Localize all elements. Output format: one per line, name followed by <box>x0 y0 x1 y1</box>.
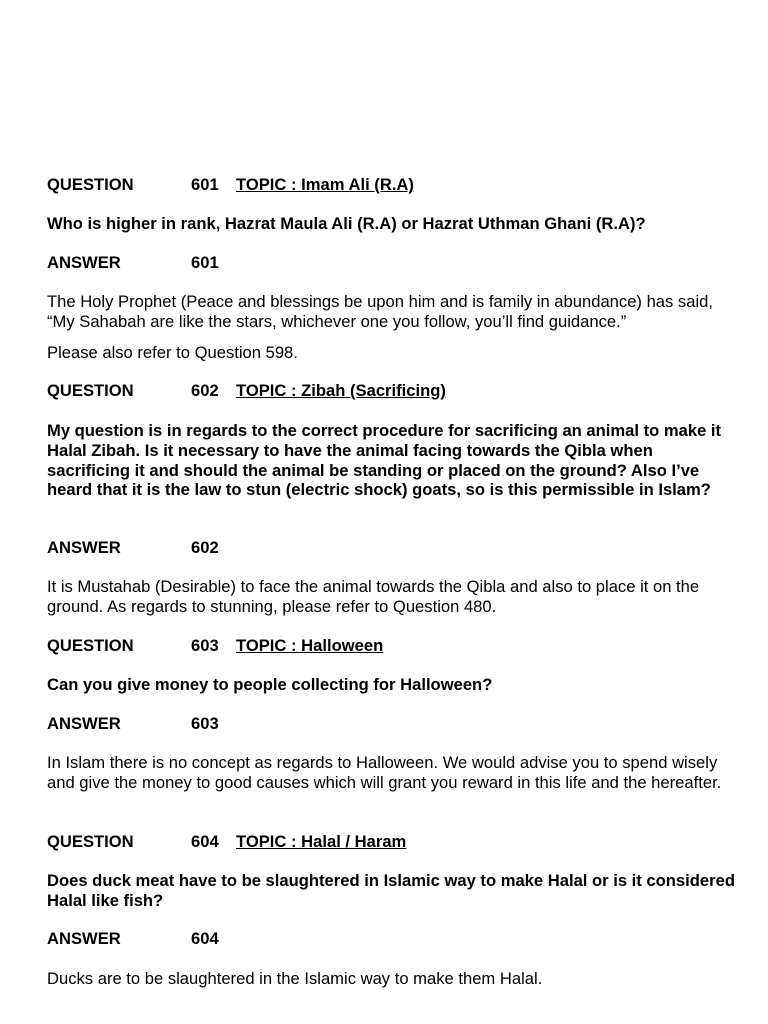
question-text: Does duck meat have to be slaughtered in Islamic way to make Halal or is it considered Halal like fish? <box>47 871 735 910</box>
question-label: QUESTION <box>47 175 134 194</box>
answer-number: 603 <box>191 714 219 733</box>
answer-label: ANSWER <box>47 253 121 272</box>
topic-title: TOPIC : Imam Ali (R.A) <box>236 175 414 194</box>
topic-title: TOPIC : Zibah (Sacrificing) <box>236 381 446 400</box>
question-text: Can you give money to people collecting for Halloween? <box>47 675 493 694</box>
answer-number: 604 <box>191 929 219 948</box>
question-label: QUESTION <box>47 832 134 851</box>
answer-heading <box>47 538 236 558</box>
answer-heading <box>47 929 236 949</box>
question-number: 603 <box>191 636 219 655</box>
question-text: Who is higher in rank, Hazrat Maula Ali (R.A) or Hazrat Uthman Ghani (R.A)? <box>47 214 646 233</box>
question-text: My question is in regards to the correct procedure for sacrificing an animal to make it Halal Zibah. Is it necessary to have the animal facing towards the Qibla when sacrificing it and should the animal be standing or placed on the ground? Also I’ve heard that it is the law to stun (electric shock) goats, so is this permissible in Islam? <box>47 421 722 500</box>
question-number: 601 <box>191 175 219 194</box>
question-label: QUESTION <box>47 381 134 400</box>
question-heading <box>47 832 406 852</box>
answer-heading <box>47 253 236 273</box>
topic-title: TOPIC : Halal / Haram <box>236 832 407 851</box>
answer-label: ANSWER <box>47 929 121 948</box>
answer-text: The Holy Prophet (Peace and blessings be upon him and is family in abundance) has said, “My Sahabah are like the stars, whichever one you follow, you’ll find guidance.” <box>47 292 713 331</box>
question-heading <box>47 381 446 401</box>
answer-text: Please also refer to Question 598. <box>47 343 298 362</box>
question-heading <box>47 175 414 195</box>
answer-label: ANSWER <box>47 538 121 557</box>
answer-text: It is Mustahab (Desirable) to face the animal towards the Qibla and also to place it on the ground. As regards to stunning, please refer to Question 480. <box>47 577 700 616</box>
question-heading <box>47 636 383 656</box>
question-number: 602 <box>191 381 219 400</box>
answer-label: ANSWER <box>47 714 121 733</box>
answer-heading <box>47 714 236 734</box>
answer-text: In Islam there is no concept as regards to Halloween. We would advise you to spend wisely and give the money to good causes which will grant you reward in this life and the hereafter. <box>47 753 722 792</box>
question-number: 604 <box>191 832 219 851</box>
question-label: QUESTION <box>47 636 134 655</box>
topic-title: TOPIC : Halloween <box>236 636 384 655</box>
answer-number: 601 <box>191 253 219 272</box>
answer-text: Ducks are to be slaughtered in the Islamic way to make them Halal. <box>47 969 543 988</box>
answer-number: 602 <box>191 538 219 557</box>
